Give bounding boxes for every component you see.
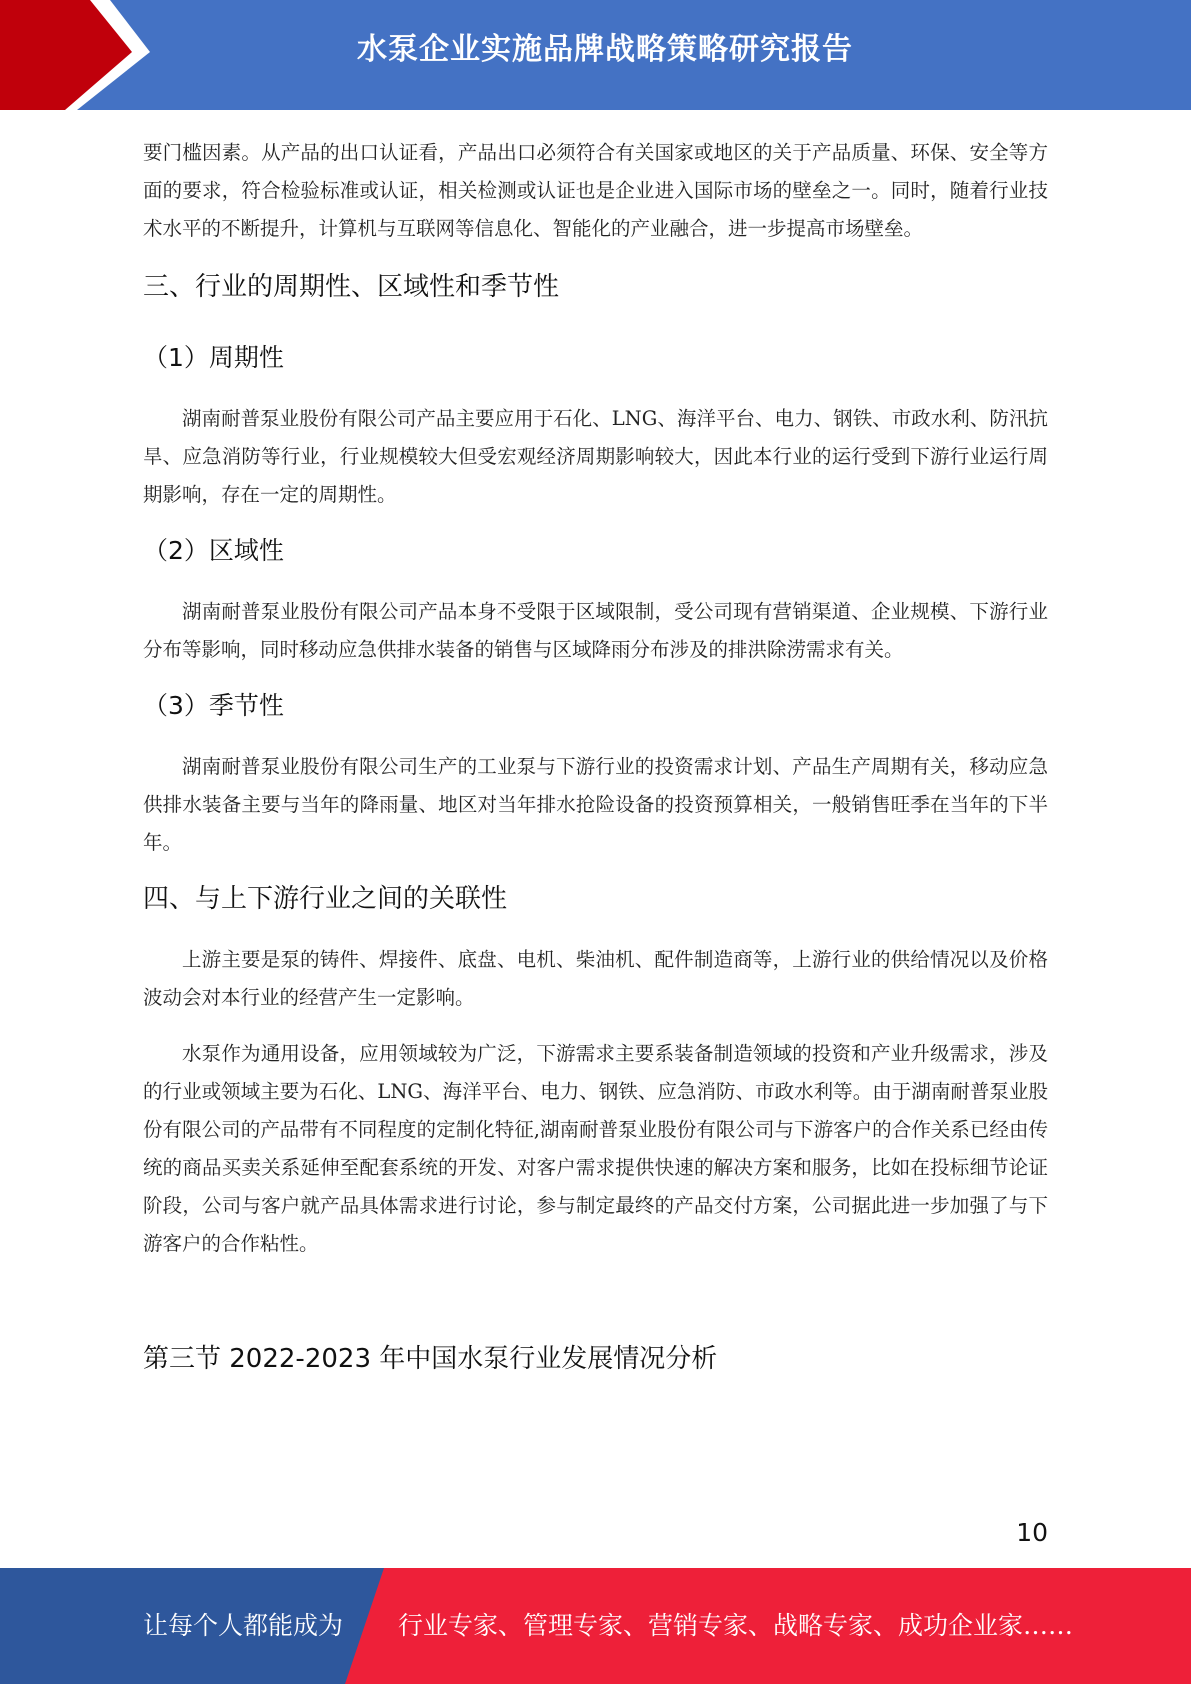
subheading-regional: （2）区域性 [143,536,284,565]
page-footer [0,1568,1191,1684]
paragraph-market-barrier: 要门槛因素。从产品的出口认证看，产品出口必须符合有关国家或地区的关于产品质量、环保、安全等方面的要求，符合检验标准或认证，相关检测或认证也是企业进入国际市场的壁垒之一。同时，随着行业技术水平的不断提升，计算机与互联网等信息化、智能化的产业融合，进一步提高市场壁垒。 [143,141,1048,240]
paragraph-regional: 湖南耐普泵业股份有限公司产品本身不受限于区域限制，受公司现有营销渠道、企业规模、下游行业分布等影响，同时移动应急供排水装备的销售与区域降雨分布涉及的排洪除涝需求有关。 [143,600,1048,661]
page-number: 10 [1016,1518,1048,1547]
paragraph-upstream: 上游主要是泵的铸件、焊接件、底盘、电机、柴油机、配件制造商等，上游行业的供给情况以及价格波动会对本行业的经营产生一定影响。 [143,948,1048,1009]
paragraph-seasonal: 湖南耐普泵业股份有限公司生产的工业泵与下游行业的投资需求计划、产品生产周期有关，移动应急供排水装备主要与当年的降雨量、地区对当年排水抢险设备的投资预算相关，一般销售旺季在当年的下半年。 [143,755,1048,854]
paragraph-downstream: 水泵作为通用设备，应用领域较为广泛，下游需求主要系装备制造领域的投资和产业升级需求，涉及的行业或领域主要为石化、LNG、海洋平台、电力、钢铁、应急消防、市政水利等。由于湖南耐普泵业股份有限公司的产品带有不同程度的定制化特征,湖南耐普泵业股份有限公司与下游客户的合作关系已经由传统的商品买卖关系延伸至配套系统的开发、对客户需求提供快速的解决方案和服务，比如在投标细节论证阶段，公司与客户就产品具体需求进行讨论，参与制定最终的产品交付方案，公司据此进一步加强了与下游客户的合作粘性。 [143,1042,1048,1255]
footer-slogan-left: 让每个人都能成为 [143,1611,344,1640]
heading-industry-chain: 四、与上下游行业之间的关联性 [143,884,508,914]
paragraph-periodic: 湖南耐普泵业股份有限公司产品主要应用于石化、LNG、海洋平台、电力、钢铁、市政水利、防汛抗旱、应急消防等行业，行业规模较大但受宏观经济周期影响较大，因此本行业的运行受到下游行业运行周期影响，存在一定的周期性。 [143,407,1048,506]
document-body [143,130,1048,1379]
subheading-seasonal: （3）季节性 [143,691,284,720]
footer-slogan-right: 行业专家、管理专家、营销专家、战略专家、成功企业家…… [398,1611,1074,1640]
report-title: 水泵企业实施品牌战略策略研究报告 [357,32,853,67]
page-header [0,0,1191,110]
heading-cyclicality: 三、行业的周期性、区域性和季节性 [143,272,560,302]
heading-section-three: 第三节 2022-2023 年中国水泵行业发展情况分析 [143,1344,718,1374]
subheading-periodic: （1）周期性 [143,343,284,372]
